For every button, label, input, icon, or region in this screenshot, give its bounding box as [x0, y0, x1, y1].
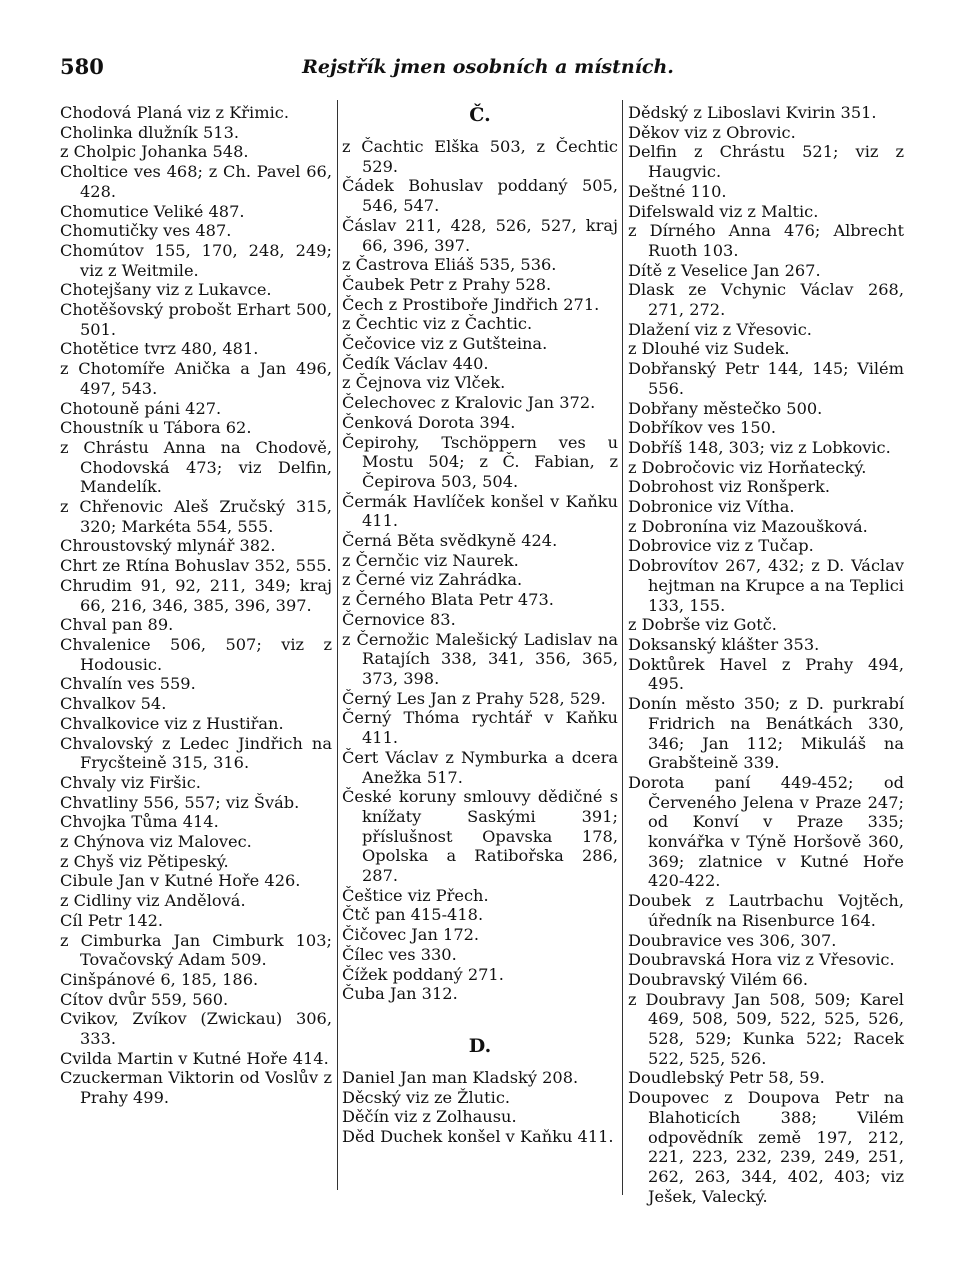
index-entry: České koruny smlouvy dědičné s knížaty Saskými 391; příslušnost Opavska 178, Opolska a Ratibořska 286, 287.	[342, 787, 618, 886]
index-entry: Choustník u Tábora 62.	[60, 418, 252, 438]
index-entry: Chvalovský z Ledec Jindřich na Frycšteině 315, 316.	[60, 733, 332, 773]
index-entry: z Cidliny viz Andělová.	[60, 891, 246, 911]
index-entry: Černý Les Jan z Prahy 528, 529.	[342, 688, 606, 708]
page-number: 580	[60, 54, 104, 79]
index-entry: Chvojka Tůma 414.	[60, 812, 219, 832]
index-entry: Dobronice viz Vítha.	[628, 497, 795, 517]
index-entry: Dlažení viz z Vřesovic.	[628, 319, 812, 339]
index-entry: Doubravský Vilém 66.	[628, 969, 809, 989]
index-entry: Čaubek Petr z Prahy 528.	[342, 274, 552, 294]
section-d-entries	[342, 1068, 618, 1147]
index-entry: Chomútov 155, 170, 248, 249; viz z Weitmile.	[60, 240, 332, 280]
index-entry: Čičovec Jan 172.	[342, 925, 480, 945]
section-heading-c: Č.	[469, 104, 491, 126]
index-entry: Čečovice viz z Gutšteina.	[342, 334, 548, 354]
index-entry: z Chýnova viz Malovec.	[60, 832, 252, 852]
index-entry: Děkov viz z Obrovic.	[628, 122, 796, 142]
index-entry: Cinšpánové 6, 185, 186.	[60, 969, 259, 989]
index-entry: Chvaly viz Firšic.	[60, 772, 201, 792]
index-entry: z Čejnova viz Vlček.	[342, 373, 506, 393]
index-entry: Difelswald viz z Maltic.	[628, 201, 819, 221]
index-entry: Dobrohost viz Ronšperk.	[628, 477, 830, 497]
index-entry: Chroustovský mlynář 382.	[60, 536, 276, 556]
index-entry: Chotouně páni 427.	[60, 398, 222, 418]
index-entry: Chrt ze Rtína Bohuslav 352, 555.	[60, 556, 332, 576]
index-column-left	[60, 103, 332, 1108]
index-column-middle	[342, 103, 618, 1147]
index-entry: z Chřenovic Aleš Zručský 315, 320; Markéta 554, 555.	[60, 497, 332, 536]
index-entry: z Chotomíře Anička a Jan 496, 497, 543.	[60, 359, 332, 398]
page-header	[60, 54, 916, 84]
index-entry: Cibule Jan v Kutné Hoře 426.	[60, 871, 301, 891]
index-entry: z Černého Blata Petr 473.	[342, 590, 554, 610]
column-rule-left	[337, 100, 338, 1190]
index-column-right	[628, 103, 904, 1206]
index-entry: Chvalkov 54.	[60, 694, 167, 714]
index-entry: z Cimburka Jan Cimburk 103; Tovačovský Adam 509.	[60, 930, 332, 970]
index-entry: Dědský z Liboslavi Kvirin 351.	[628, 103, 877, 122]
index-entry: Dobřany městečko 500.	[628, 398, 823, 418]
index-entry: Dobříkov ves 150.	[628, 418, 777, 438]
index-entry: z Chrástu Anna na Chodově, Chodovská 473; viz Delfin, Mandelík.	[60, 437, 332, 497]
index-entry: Chotětice tvrz 480, 481.	[60, 339, 259, 359]
index-entry: Cvikov, Zvíkov (Zwickau) 306, 333.	[60, 1009, 332, 1049]
index-entry: z Doubravy Jan 508, 509; Karel 469, 508, 509, 522, 525, 526, 528, 529; Kunka 522; Racek 522, 525, 526.	[628, 989, 904, 1068]
index-entry: Doubravice ves 306, 307.	[628, 930, 837, 950]
index-entry: Chomutice Veliké 487.	[60, 201, 245, 221]
index-entry: Dobrovice viz z Tučap.	[628, 536, 814, 556]
index-entry: Daniel Jan man Kladský 208.	[342, 1067, 579, 1087]
index-entry: Černovice 83.	[342, 609, 456, 629]
index-entry: Chotěšovský probošt Erhart 500, 501.	[60, 300, 332, 339]
index-entry: Černá Běta svědkyně 424.	[342, 531, 558, 551]
section-c-entries	[342, 137, 618, 1004]
index-entry: Čedík Václav 440.	[342, 353, 489, 373]
running-title: Rejstřík jmen osobních a místních.	[302, 56, 674, 78]
index-entry: Chodová Planá viz z Křimic.	[60, 103, 289, 122]
section-heading-d: D.	[468, 1034, 492, 1057]
index-entry: Dorota paní 449-452; od Červeného Jelena v Praze 247; od Konví v Praze 335; konvářka v Týně Horšově 360, 369; zlatnice v Kutné Hoře 420-422.	[628, 772, 904, 891]
index-entry: Čert Václav z Nymburka a dcera Anežka 517.	[342, 747, 618, 787]
index-entry: z Dobronína viz Mazoušková.	[628, 516, 868, 536]
index-entry: z Čechtic viz z Čachtic.	[342, 314, 533, 334]
index-entry: Čádek Bohuslav poddaný 505, 546, 547.	[342, 176, 618, 216]
index-entry: Dobrovítov 267, 432; z D. Václav hejtman na Krupce a na Teplici 133, 155.	[628, 556, 904, 615]
index-entry: Doktůrek Havel z Prahy 494, 495.	[628, 654, 904, 694]
index-entry: Doksanský klášter 353.	[628, 634, 820, 654]
index-entry: Češtice viz Přech.	[342, 885, 489, 905]
index-entry: Delfin z Chrástu 521; viz z Haugvic.	[628, 142, 904, 182]
index-entry: z Černožic Malešický Ladislav na Ratajích 338, 341, 356, 365, 373, 398.	[342, 629, 618, 688]
index-entry: Čílec ves 330.	[342, 944, 457, 964]
index-entry: z Cholpic Johanka 548.	[60, 142, 249, 162]
index-entry: Černý Thóma rychtář v Kaňku 411.	[342, 708, 618, 748]
index-entry: Doudlebský Petr 58, 59.	[628, 1068, 825, 1088]
index-entry: z Častrova Eliáš 535, 536.	[342, 255, 557, 275]
index-entry: Cítov dvůr 559, 560.	[60, 989, 229, 1009]
index-entry: Deštné 110.	[628, 181, 727, 201]
index-entry: Chval pan 89.	[60, 615, 174, 635]
index-entry: Čech z Prostiboře Jindřich 271.	[342, 294, 600, 314]
index-entry: z Dlouhé viz Sudek.	[628, 339, 790, 359]
index-entry: Doubek z Lautrbachu Vojtěch, úředník na Risenburce 164.	[628, 891, 904, 930]
index-entry: Čepirohy, Tschöppern ves u Mostu 504; z Č. Fabian, z Čepirova 503, 504.	[342, 432, 618, 491]
column-rule-right	[622, 100, 623, 1195]
index-entry: Čelechovec z Kralovic Jan 372.	[342, 393, 596, 413]
index-entry: Donín město 350; z D. purkrabí Fridrich na Benátkách 330, 346; Jan 112; Mikuláš na Grabšteině 339.	[628, 694, 904, 773]
index-entry: Cvilda Martin v Kutné Hoře 414.	[60, 1048, 329, 1068]
index-entry: Doubravská Hora viz z Vřesovic.	[628, 950, 895, 970]
index-entry: Chotejšany viz z Lukavce.	[60, 280, 272, 300]
index-entry: Děd Duchek konšel v Kaňku 411.	[342, 1127, 614, 1147]
index-entry: Cíl Petr 142.	[60, 910, 164, 930]
index-entry: Chomutičky ves 487.	[60, 221, 232, 241]
index-entry: Čenková Dorota 394.	[342, 412, 516, 432]
index-entry: z Dírného Anna 476; Albrecht Ruoth 103.	[628, 221, 904, 260]
index-entry: Chvalín ves 559.	[60, 674, 196, 694]
index-entry: Chvalenice 506, 507; viz z Hodousic.	[60, 634, 332, 674]
index-entry: Dlask ze Vchynic Václav 268, 271, 272.	[628, 280, 904, 320]
index-entry: Děčín viz z Zolhausu.	[342, 1107, 517, 1127]
index-entry: z Čachtic Elška 503, z Čechtic 529.	[342, 137, 618, 176]
index-entry: Čížek poddaný 271.	[342, 964, 504, 984]
index-entry: z Chyš viz Pětipeský.	[60, 851, 229, 871]
index-entry: z Dobrše viz Gotč.	[628, 615, 777, 635]
index-entry: Chrudim 91, 92, 211, 349; kraj 66, 216, 346, 385, 396, 397.	[60, 575, 332, 615]
index-entry: Choltice ves 468; z Ch. Pavel 66, 428.	[60, 162, 332, 201]
index-entry: Dobříš 148, 303; viz z Lobkovic.	[628, 437, 891, 457]
index-entry: Dobřanský Petr 144, 145; Vilém 556.	[628, 359, 904, 398]
index-entry: Chvalkovice viz z Hustiřan.	[60, 713, 284, 733]
index-entry: Čermák Havlíček konšel v Kaňku 411.	[342, 491, 618, 531]
index-entry: Doupovec z Doupova Petr na Blahoticích 388; Vilém odpovědník země 197, 212, 221, 223, 232, 239, 249, 251, 262, 263, 344, 402, 403; viz Ješek, Valecký.	[628, 1088, 904, 1206]
index-entry: Cholinka dlužník 513.	[60, 122, 240, 142]
index-entry: z Černé viz Zahrádka.	[342, 570, 523, 590]
index-entry: Čtč pan 415-418.	[342, 905, 484, 925]
index-entry: Chvatliny 556, 557; viz Šváb.	[60, 792, 300, 812]
index-entry: Czuckerman Viktorin od Voslův z Prahy 499.	[60, 1068, 332, 1108]
index-entry: Dítě z Veselice Jan 267.	[628, 260, 821, 280]
index-entry: Děcský viz ze Žlutic.	[342, 1087, 511, 1107]
index-entry: z Černčic viz Naurek.	[342, 550, 519, 570]
index-entry: Čuba Jan 312.	[342, 984, 458, 1004]
index-entry: z Dobročovic viz Horňatecký.	[628, 457, 867, 477]
index-entry: Čáslav 211, 428, 526, 527, kraj 66, 396, 397.	[342, 215, 618, 255]
